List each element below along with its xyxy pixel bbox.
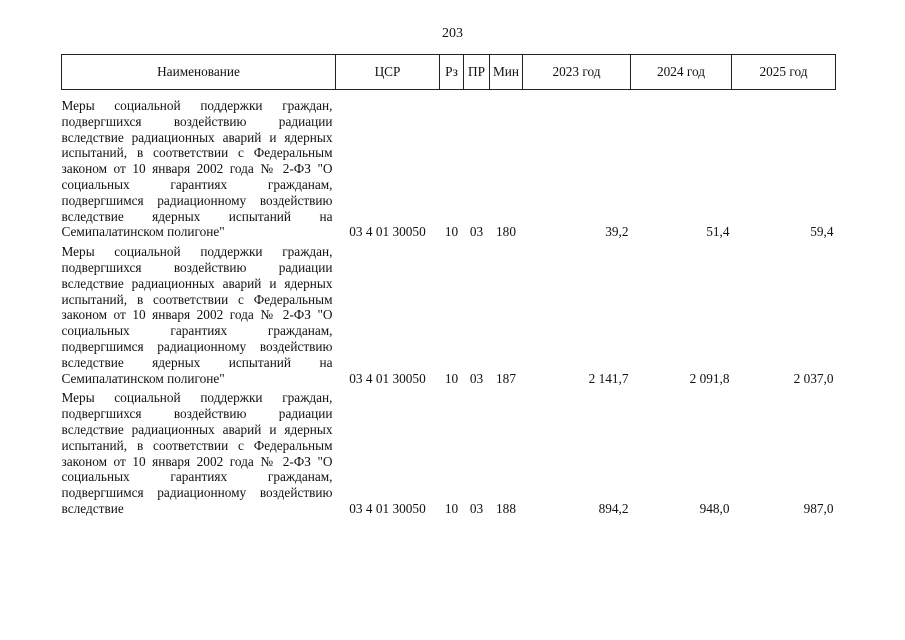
row-2024: 948,0	[699, 500, 730, 516]
row-2023: 39,2	[605, 224, 629, 240]
header-2023: 2023 год	[523, 55, 631, 90]
row-2023: 2 141,7	[588, 370, 629, 386]
row-rz: 10	[444, 370, 459, 386]
table-row	[62, 244, 836, 390]
row-min: 188	[496, 500, 516, 516]
row-csr: 03 4 01 30050	[349, 224, 426, 240]
page-number: 203	[442, 26, 463, 41]
row-pr: 03	[469, 500, 484, 516]
table-header-row	[62, 55, 836, 90]
table-row	[62, 390, 836, 520]
header-min: Мин	[490, 55, 523, 90]
header-2025: 2025 год	[732, 55, 836, 90]
row-pr: 03	[469, 370, 484, 386]
row-min: 180	[496, 224, 516, 240]
header-2024: 2024 год	[631, 55, 732, 90]
header-pr: ПР	[464, 55, 490, 90]
row-2024: 2 091,8	[689, 370, 730, 386]
row-pr: 03	[469, 224, 484, 240]
row-2025: 2 037,0	[793, 370, 834, 386]
budget-table	[61, 54, 836, 521]
row-csr: 03 4 01 30050	[349, 500, 426, 516]
row-csr: 03 4 01 30050	[349, 370, 426, 386]
row-2025: 987,0	[803, 500, 834, 516]
row-rz: 10	[444, 500, 459, 516]
row-name: Меры социальной поддержки граждан, подвергшихся воздействию радиации вследствие радиационных аварий и ядерных испытаний, в соответствии с Федеральным законом от 10 января 2002 года № 2-ФЗ "О социальных гарантиях гражданам, подвергшимся радиационному воздействию вследствие ядерных испытаний на Семипалатинском полигоне"	[61, 98, 333, 240]
table-row	[62, 90, 836, 245]
header-name: Наименование	[62, 55, 336, 90]
row-name: Меры социальной поддержки граждан, подвергшихся воздействию радиации вследствие радиационных аварий и ядерных испытаний, в соответствии с Федеральным законом от 10 января 2002 года № 2-ФЗ "О социальных гарантиях гражданам, подвергшимся радиационному воздействию вследствие	[61, 390, 333, 516]
row-min: 187	[496, 370, 516, 386]
row-name: Меры социальной поддержки граждан, подвергшихся воздействию радиации вследствие радиационных аварий и ядерных испытаний, в соответствии с Федеральным законом от 10 января 2002 года № 2-ФЗ "О социальных гарантиях гражданам, подвергшимся радиационному воздействию вследствие ядерных испытаний на Семипалатинском полигоне"	[61, 244, 333, 386]
row-2023: 894,2	[598, 500, 629, 516]
header-csr: ЦСР	[336, 55, 440, 90]
row-rz: 10	[444, 224, 459, 240]
row-2025: 59,4	[810, 224, 834, 240]
header-rz: Рз	[440, 55, 464, 90]
row-2024: 51,4	[706, 224, 730, 240]
